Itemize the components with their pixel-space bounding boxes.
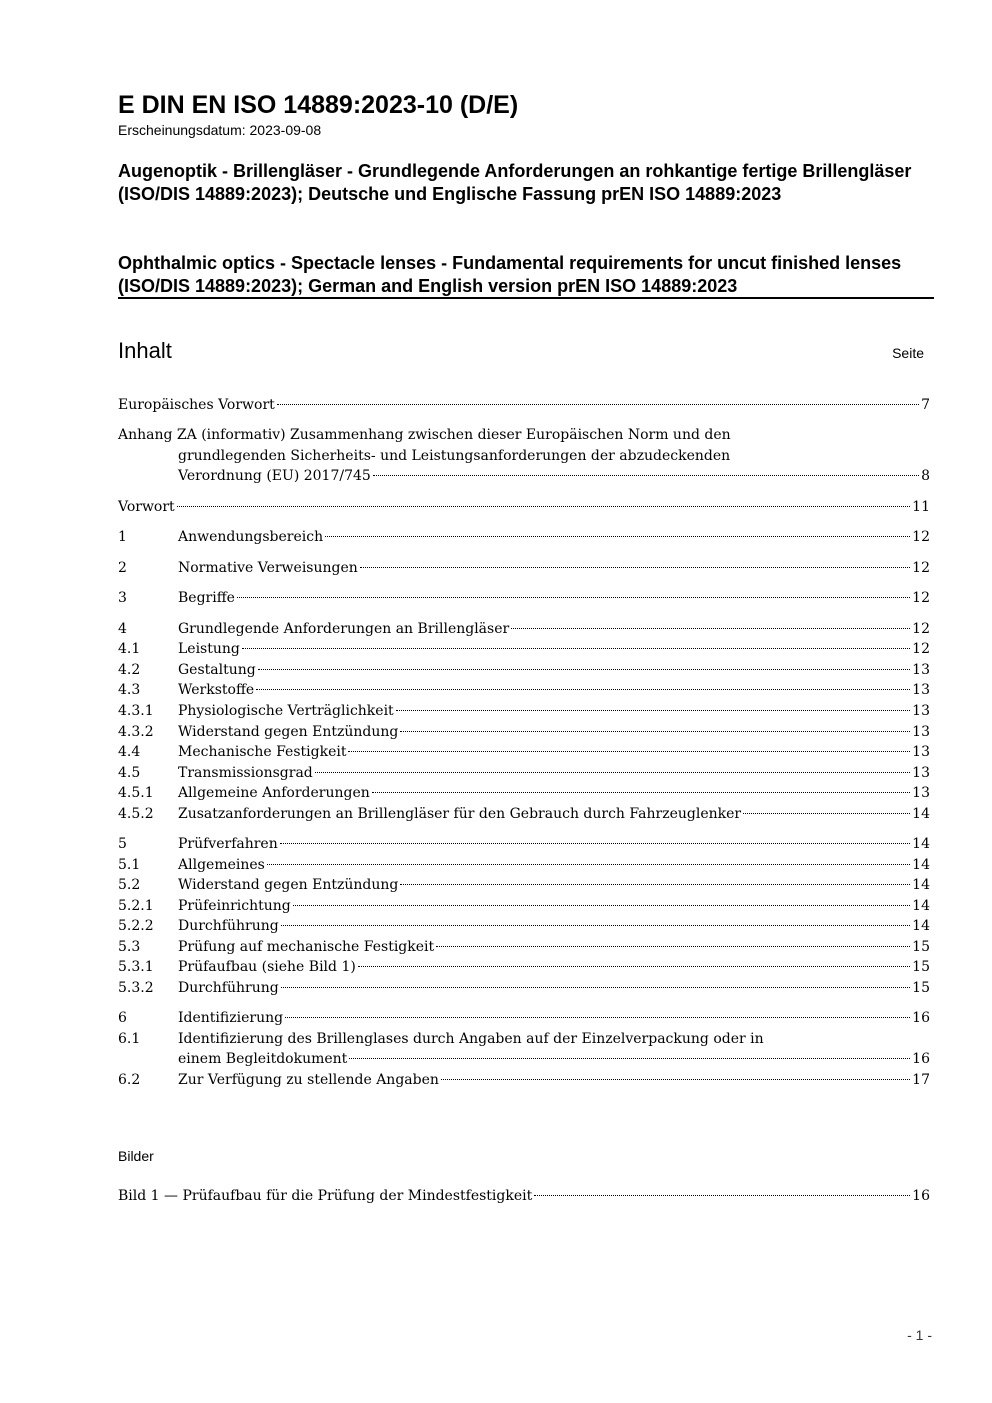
dot-leader	[511, 628, 910, 629]
dot-leader	[177, 506, 910, 507]
toc-entry-number: 5	[118, 836, 127, 852]
toc-entry-page: 15	[912, 959, 930, 975]
dot-leader	[315, 772, 910, 773]
toc-entry-title: Prüfung auf mechanische Festigkeit	[178, 939, 435, 955]
toc-entry-page: 12	[912, 529, 930, 545]
toc-entry-title: Widerstand gegen Entzündung	[178, 724, 399, 740]
dot-leader	[242, 648, 910, 649]
toc-entry-annex-za[interactable]	[118, 466, 930, 486]
toc-entry-title: Verordnung (EU) 2017/745	[178, 468, 371, 484]
toc-entry-number: 5.2.1	[118, 898, 154, 914]
toc-entry-number: 2	[118, 560, 127, 576]
toc-entry-page: 12	[912, 621, 930, 637]
toc-entry[interactable]	[118, 619, 930, 639]
dot-leader	[360, 567, 910, 568]
toc-entry-page: 17	[912, 1072, 930, 1088]
toc-entry-page: 14	[912, 877, 930, 893]
toc-entry-number: 6	[118, 1010, 127, 1026]
toc-entry[interactable]	[118, 978, 930, 998]
toc-entry-page: 13	[912, 703, 930, 719]
toc-entry-title: Leistung	[178, 641, 240, 657]
toc-entry-title: Vorwort	[118, 499, 175, 515]
toc-entry-page: 14	[912, 918, 930, 934]
toc-entry-page: 13	[912, 785, 930, 801]
toc-entry-title: Widerstand gegen Entzündung	[178, 877, 399, 893]
dot-leader	[256, 689, 910, 690]
toc-entry[interactable]	[118, 588, 930, 608]
toc-entry-number: 4.3.2	[118, 724, 154, 740]
figure-entry-page: 16	[912, 1188, 930, 1204]
dot-leader	[348, 751, 910, 752]
toc-entry[interactable]	[118, 639, 930, 659]
toc-entry-page: 16	[912, 1051, 930, 1067]
toc-entry-number: 4.5.1	[118, 785, 154, 801]
dot-leader	[237, 597, 910, 598]
title-divider	[118, 297, 934, 299]
dot-leader	[285, 1017, 910, 1018]
dot-leader	[349, 1058, 910, 1059]
toc-entry[interactable]	[118, 742, 930, 762]
toc-entry-page: 16	[912, 1010, 930, 1026]
toc-entry-title: Prüfverfahren	[178, 836, 278, 852]
toc-entry-number: 4	[118, 621, 127, 637]
toc-entry-number: 1	[118, 529, 127, 545]
toc-entry-number: 4.3	[118, 682, 141, 698]
toc-entry-page: 14	[912, 836, 930, 852]
toc-entry[interactable]	[118, 916, 930, 936]
dot-leader	[436, 946, 910, 947]
dot-leader	[372, 792, 910, 793]
toc-entry-title: Grundlegende Anforderungen an Brillengläser	[178, 621, 510, 637]
toc-entry-page: 11	[912, 499, 930, 515]
toc-entry[interactable]	[118, 527, 930, 547]
toc-entry[interactable]	[118, 804, 930, 824]
toc-entry-number: 6.2	[118, 1072, 141, 1088]
title-english: Ophthalmic optics - Spectacle lenses - Fundamental requirements for uncut finished lenses (ISO/DIS 14889:2023); German and English version prEN ISO 14889:2023	[118, 253, 902, 296]
toc-entry-number: 5.3.1	[118, 959, 154, 975]
toc-entry[interactable]	[118, 875, 930, 895]
toc-entry-title: Europäisches Vorwort	[118, 397, 275, 413]
toc-entry-page: 14	[912, 898, 930, 914]
toc-entry-title: Durchführung	[178, 980, 279, 996]
toc-annex-za-line2[interactable]: grundlegenden Sicherheits- und Leistungsanforderungen der abzudeckenden	[178, 448, 731, 464]
toc-entry-european-foreword[interactable]	[118, 395, 930, 415]
toc-annex-za-line1[interactable]: Anhang ZA (informativ) Zusammenhang zwischen dieser Europäischen Norm und den	[118, 427, 731, 443]
toc-entry-page: 12	[912, 641, 930, 657]
title-german: Augenoptik - Brillengläser - Grundlegende Anforderungen an rohkantige fertige Brillengläser (ISO/DIS 14889:2023); Deutsche und Englische Fassung prEN ISO 14889:2023	[118, 161, 912, 204]
toc-entry-title: Prüfeinrichtung	[178, 898, 291, 914]
page-number: - 1 -	[907, 1327, 932, 1343]
toc-entry-page: 13	[912, 682, 930, 698]
toc-entry-page: 15	[912, 980, 930, 996]
toc-entry-title: Zusatzanforderungen an Brillengläser für den Gebrauch durch Fahrzeuglenker	[178, 806, 742, 822]
toc-entry-page: 13	[912, 662, 930, 678]
toc-entry-page: 13	[912, 724, 930, 740]
toc-entry-title: Durchführung	[178, 918, 279, 934]
toc-entry-number: 4.1	[118, 641, 141, 657]
toc-entry[interactable]	[118, 763, 930, 783]
dot-leader	[400, 731, 910, 732]
dot-leader	[396, 710, 910, 711]
toc-entry-title: Transmissionsgrad	[178, 765, 313, 781]
toc-entry-title: Normative Verweisungen	[178, 560, 358, 576]
toc-entry-number: 4.3.1	[118, 703, 154, 719]
dot-leader	[743, 813, 910, 814]
dot-leader	[258, 669, 910, 670]
dot-leader	[267, 864, 910, 865]
toc-entry-title: Allgemeines	[178, 857, 265, 873]
toc-entry[interactable]	[118, 558, 930, 578]
toc-entry-number: 4.2	[118, 662, 141, 678]
toc-entry-6-1-line1[interactable]: Identifizierung des Brillenglases durch Angaben auf der Einzelverpackung oder in	[178, 1031, 764, 1047]
dot-leader	[293, 905, 910, 906]
toc-entry[interactable]	[118, 957, 930, 977]
toc-entry-number: 3	[118, 590, 127, 606]
toc-entry-page: 13	[912, 744, 930, 760]
toc-entry[interactable]	[118, 1008, 930, 1028]
toc-entry-number: 5.2	[118, 877, 141, 893]
toc-entry-title: Begriffe	[178, 590, 235, 606]
toc-entry[interactable]	[118, 896, 930, 916]
dot-leader	[277, 404, 919, 405]
figures-heading: Bilder	[118, 1148, 154, 1164]
toc-entry-number: 5.1	[118, 857, 141, 873]
toc-entry-title: Gestaltung	[178, 662, 256, 678]
toc-entry-title: Anwendungsbereich	[178, 529, 324, 545]
toc-entry-page: 14	[912, 806, 930, 822]
dot-leader	[281, 987, 910, 988]
toc-entry[interactable]	[118, 855, 930, 875]
toc-heading: Inhalt	[118, 338, 172, 363]
toc-entry-title: Allgemeine Anforderungen	[178, 785, 370, 801]
dot-leader	[280, 843, 910, 844]
dot-leader	[534, 1195, 910, 1196]
toc-entry-page: 14	[912, 857, 930, 873]
toc-entry-number: 6.1	[118, 1031, 141, 1047]
dot-leader	[373, 475, 919, 476]
dot-leader	[281, 925, 910, 926]
toc-entry-title: Werkstoffe	[178, 682, 255, 698]
dot-leader	[325, 536, 910, 537]
toc-entry-number: 5.2.2	[118, 918, 154, 934]
toc-entry-number: 5.3	[118, 939, 141, 955]
toc-entry-page: 13	[912, 765, 930, 781]
toc-entry-page: 12	[912, 560, 930, 576]
toc-entry[interactable]	[118, 722, 930, 742]
toc-entry[interactable]	[118, 834, 930, 854]
toc-entry[interactable]	[118, 680, 930, 700]
figure-entry[interactable]	[118, 1186, 930, 1206]
document-id: E DIN EN ISO 14889:2023-10 (D/E)	[118, 91, 519, 119]
toc-entry-page: 15	[912, 939, 930, 955]
figure-entry-title: Bild 1 — Prüfaufbau für die Prüfung der Mindestfestigkeit	[118, 1188, 533, 1204]
toc-entry-title: Identifizierung	[178, 1010, 284, 1026]
toc-entry-title: Prüfaufbau (siehe Bild 1)	[178, 959, 356, 975]
dot-leader	[400, 884, 910, 885]
toc-entry-page: 7	[921, 397, 930, 413]
toc-entry[interactable]	[118, 783, 930, 803]
toc-entry-number: 4.5	[118, 765, 141, 781]
page-column-label: Seite	[892, 345, 924, 361]
toc-entry-title: einem Begleitdokument	[178, 1051, 348, 1067]
toc-entry-number: 4.5.2	[118, 806, 154, 822]
toc-entry-title: Mechanische Festigkeit	[178, 744, 347, 760]
toc-entry-title: Zur Verfügung zu stellende Angaben	[178, 1072, 439, 1088]
toc-entry-title: Physiologische Verträglichkeit	[178, 703, 394, 719]
dot-leader	[441, 1079, 910, 1080]
toc-entry-foreword[interactable]	[118, 497, 930, 517]
toc-entry-6-2[interactable]	[118, 1070, 930, 1090]
dot-leader	[358, 966, 910, 967]
toc-entry-page: 8	[921, 468, 930, 484]
toc-entry[interactable]	[118, 937, 930, 957]
toc-entry-6-1[interactable]	[118, 1049, 930, 1069]
publication-date: Erscheinungsdatum: 2023-09-08	[118, 122, 322, 138]
toc-entry-page: 12	[912, 590, 930, 606]
toc-entry[interactable]	[118, 701, 930, 721]
toc-entry-number: 5.3.2	[118, 980, 154, 996]
toc-entry[interactable]	[118, 660, 930, 680]
toc-entry-number: 4.4	[118, 744, 141, 760]
